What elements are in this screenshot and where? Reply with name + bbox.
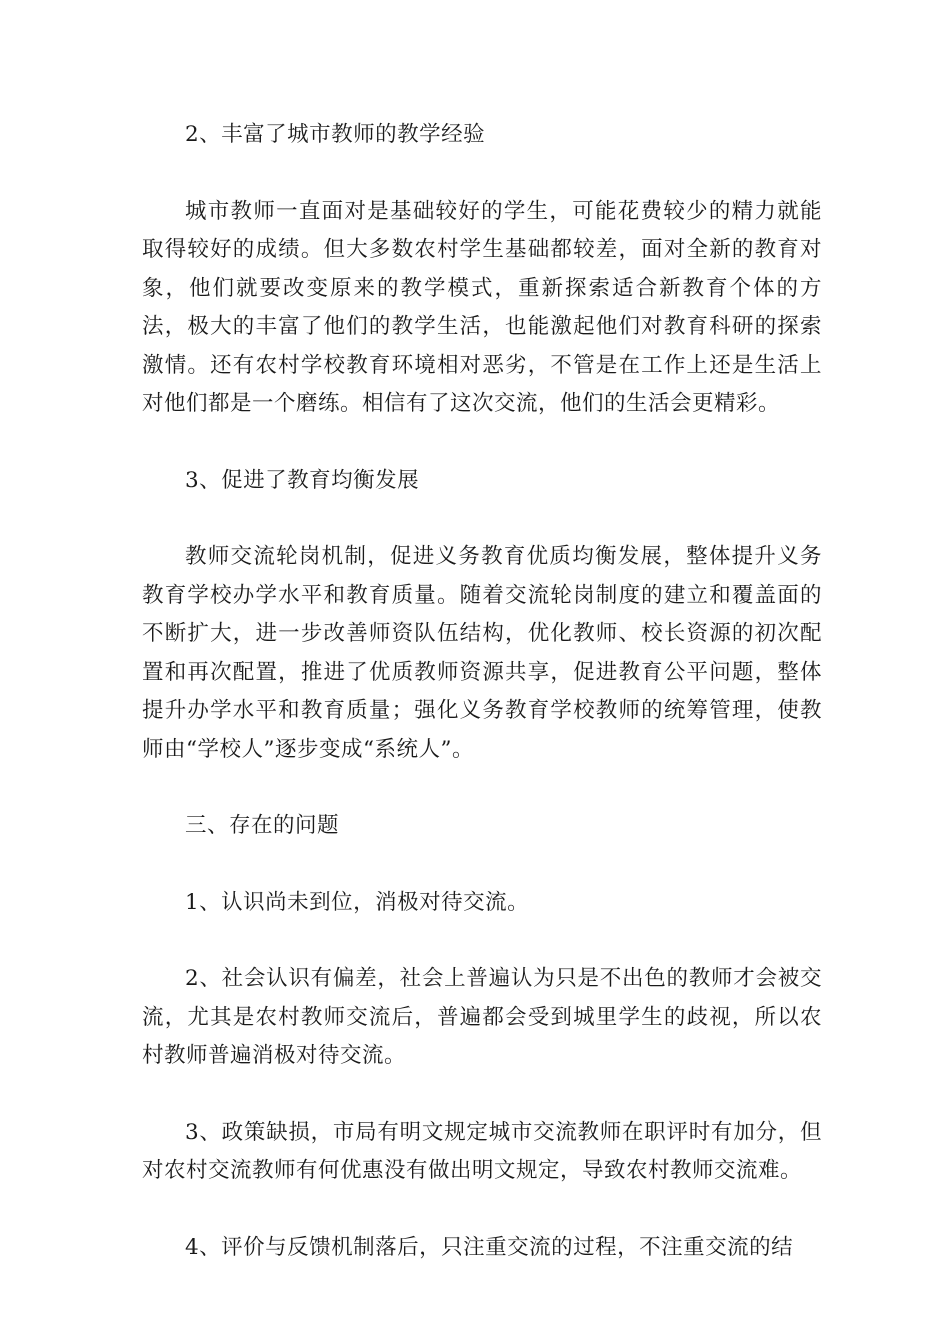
problem-item-4: 4、评价与反馈机制落后，只注重交流的过程，不注重交流的结: [185, 1234, 794, 1260]
section-heading-balanced-development: 3、促进了教育均衡发展: [185, 467, 420, 493]
section-heading-enrich-experience: 2、丰富了城市教师的教学经验: [185, 122, 486, 147]
section-heading-existing-problems: 三、存在的问题: [185, 813, 340, 838]
problem-item-1: 1、认识尚未到位，消极对待交流。: [185, 889, 530, 915]
paragraph-rotation-mechanism: 教师交流轮岗机制，促进义务教育优质均衡发展，整体提升义务教育学校办学水平和教育质量。随着交流轮岗制度的建立和覆盖面的不断扩大，进一步改善师资队伍结构，优化教师、校长资源的初次配置和再次配置，推进了优质教师资源共享，促进教育公平问题，整体提升办学水平和教育质量；强化义务教育学校教师的统筹管理，使教师由“学校人”逐步变成“系统人”。: [142, 544, 822, 762]
problem-item-2: 2、社会认识有偏差，社会上普遍认为只是不出色的教师才会被交流，尤其是农村教师交流后，普遍都会受到城里学生的歧视，所以农村教师普遍消极对待交流。: [142, 966, 822, 1068]
paragraph-city-teachers: 城市教师一直面对是基础较好的学生，可能花费较少的精力就能取得较好的成绩。但大多数农村学生基础都较差，面对全新的教育对象，他们就要改变原来的教学模式，重新探索适合新教育个体的方法，极大的丰富了他们的教学生活，也能激起他们对教育科研的探索激情。还有农村学校教育环境相对恶劣，不管是在工作上还是生活上对他们都是一个磨练。相信有了这次交流，他们的生活会更精彩。: [142, 198, 822, 416]
problem-item-3: 3、政策缺损，市局有明文规定城市交流教师在职评时有加分，但对农村交流教师有何优惠没有做出明文规定，导致农村教师交流难。: [142, 1119, 822, 1183]
document-body: [142, 116, 822, 1305]
